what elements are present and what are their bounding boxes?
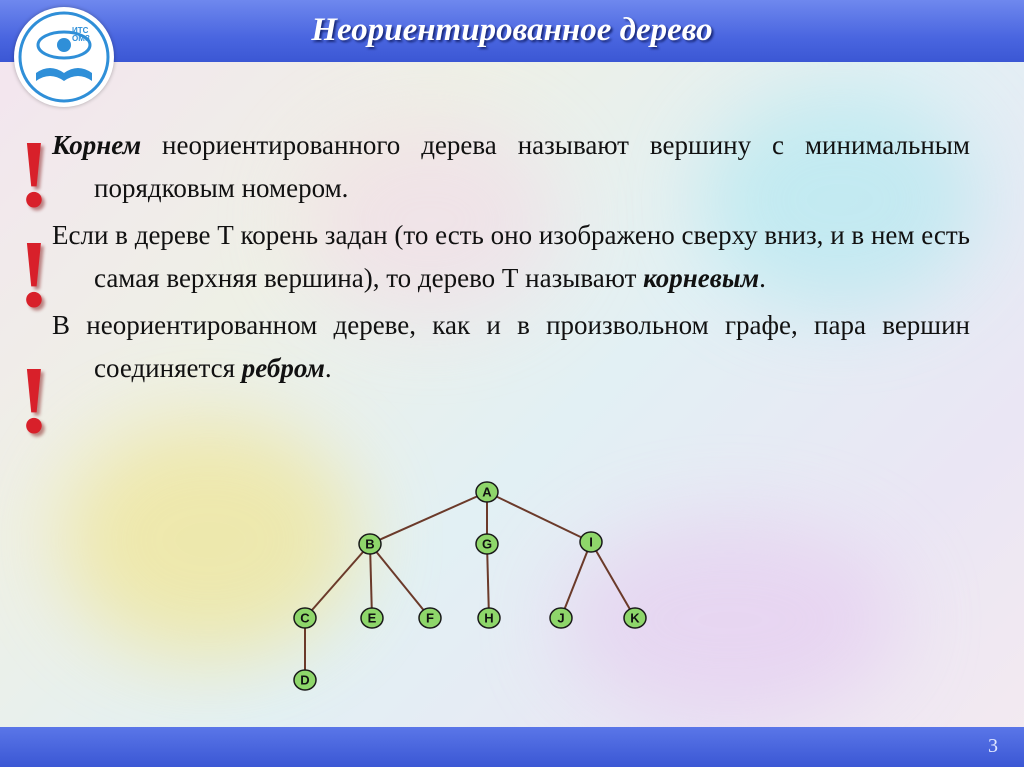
paragraph-edge [52, 304, 970, 390]
page-title: Неориентированное дерево [311, 12, 713, 48]
tree-node-A [476, 482, 498, 502]
tree-edge-G-H [487, 544, 489, 618]
logo-text-bottom: ОМЗ [72, 34, 90, 43]
tree-node-B [359, 534, 381, 554]
header-bar [0, 0, 1024, 62]
paragraph-rooted-tree [52, 214, 970, 300]
paragraph-rooted-text: Если в дереве Т корень задан (то есть оно изображено сверху вниз, и в нем есть самая верхняя вершина), то дерево Т называют [52, 220, 970, 293]
tree-nodes [294, 482, 646, 690]
tree-edges [305, 492, 635, 680]
tree-node-label-F: F [426, 610, 434, 626]
tree-node-label-H: H [484, 610, 494, 626]
tree-node-label-D: D [300, 672, 310, 688]
tree-node-label-B: B [365, 536, 375, 552]
page-number: 3 [988, 735, 998, 757]
tree-node-J [550, 608, 572, 628]
exclamation-mark-3: ! [18, 346, 50, 453]
tree-node-I [580, 532, 602, 552]
tree-edge-B-C [305, 544, 370, 618]
tree-edge-I-J [561, 542, 591, 618]
tree-node-H [478, 608, 500, 628]
tree-edge-I-K [591, 542, 635, 618]
paragraph-root-text: неориентированного дерева называют вершину с минимальным порядковым номером. [94, 130, 970, 203]
tree-node-label-K: K [630, 610, 640, 626]
tree-diagram [280, 472, 680, 702]
tree-node-label-E: E [367, 610, 377, 626]
tree-node-label-C: C [300, 610, 310, 626]
tree-node-label-I: I [589, 534, 593, 550]
paragraph-root-definition [52, 124, 970, 210]
tree-node-D [294, 670, 316, 690]
tree-node-F [419, 608, 441, 628]
tree-node-label-G: G [481, 536, 493, 552]
tree-node-C [294, 608, 316, 628]
tree-edge-A-I [487, 492, 591, 542]
term-rooted: корневым [643, 263, 760, 293]
footer-bar [0, 727, 1024, 767]
tree-node-G [476, 534, 498, 554]
tree-node-K [624, 608, 646, 628]
content [52, 124, 970, 390]
term-root: Корнем [52, 130, 142, 160]
tree-node-label-A: A [482, 484, 492, 500]
term-edge: ребром [241, 353, 325, 383]
logo-text-top: ИТС [72, 26, 89, 35]
tree-node-label-J: J [557, 610, 565, 626]
logo [14, 7, 114, 107]
exclamation-mark-1: ! [18, 120, 50, 227]
paragraph-edge-text: В неориентированном дереве, как и в произвольном графе, пара вершин соединяется [52, 310, 970, 383]
tree-edge-A-B [370, 492, 487, 544]
tree-edge-B-F [370, 544, 430, 618]
tree-edge-B-E [370, 544, 372, 618]
eye-book-logo-icon [14, 7, 114, 107]
paragraph-edge-end: . [324, 353, 332, 383]
exclamation-mark-2: ! [18, 220, 50, 327]
paragraph-rooted-end: . [759, 263, 766, 293]
tree-node-E [361, 608, 383, 628]
